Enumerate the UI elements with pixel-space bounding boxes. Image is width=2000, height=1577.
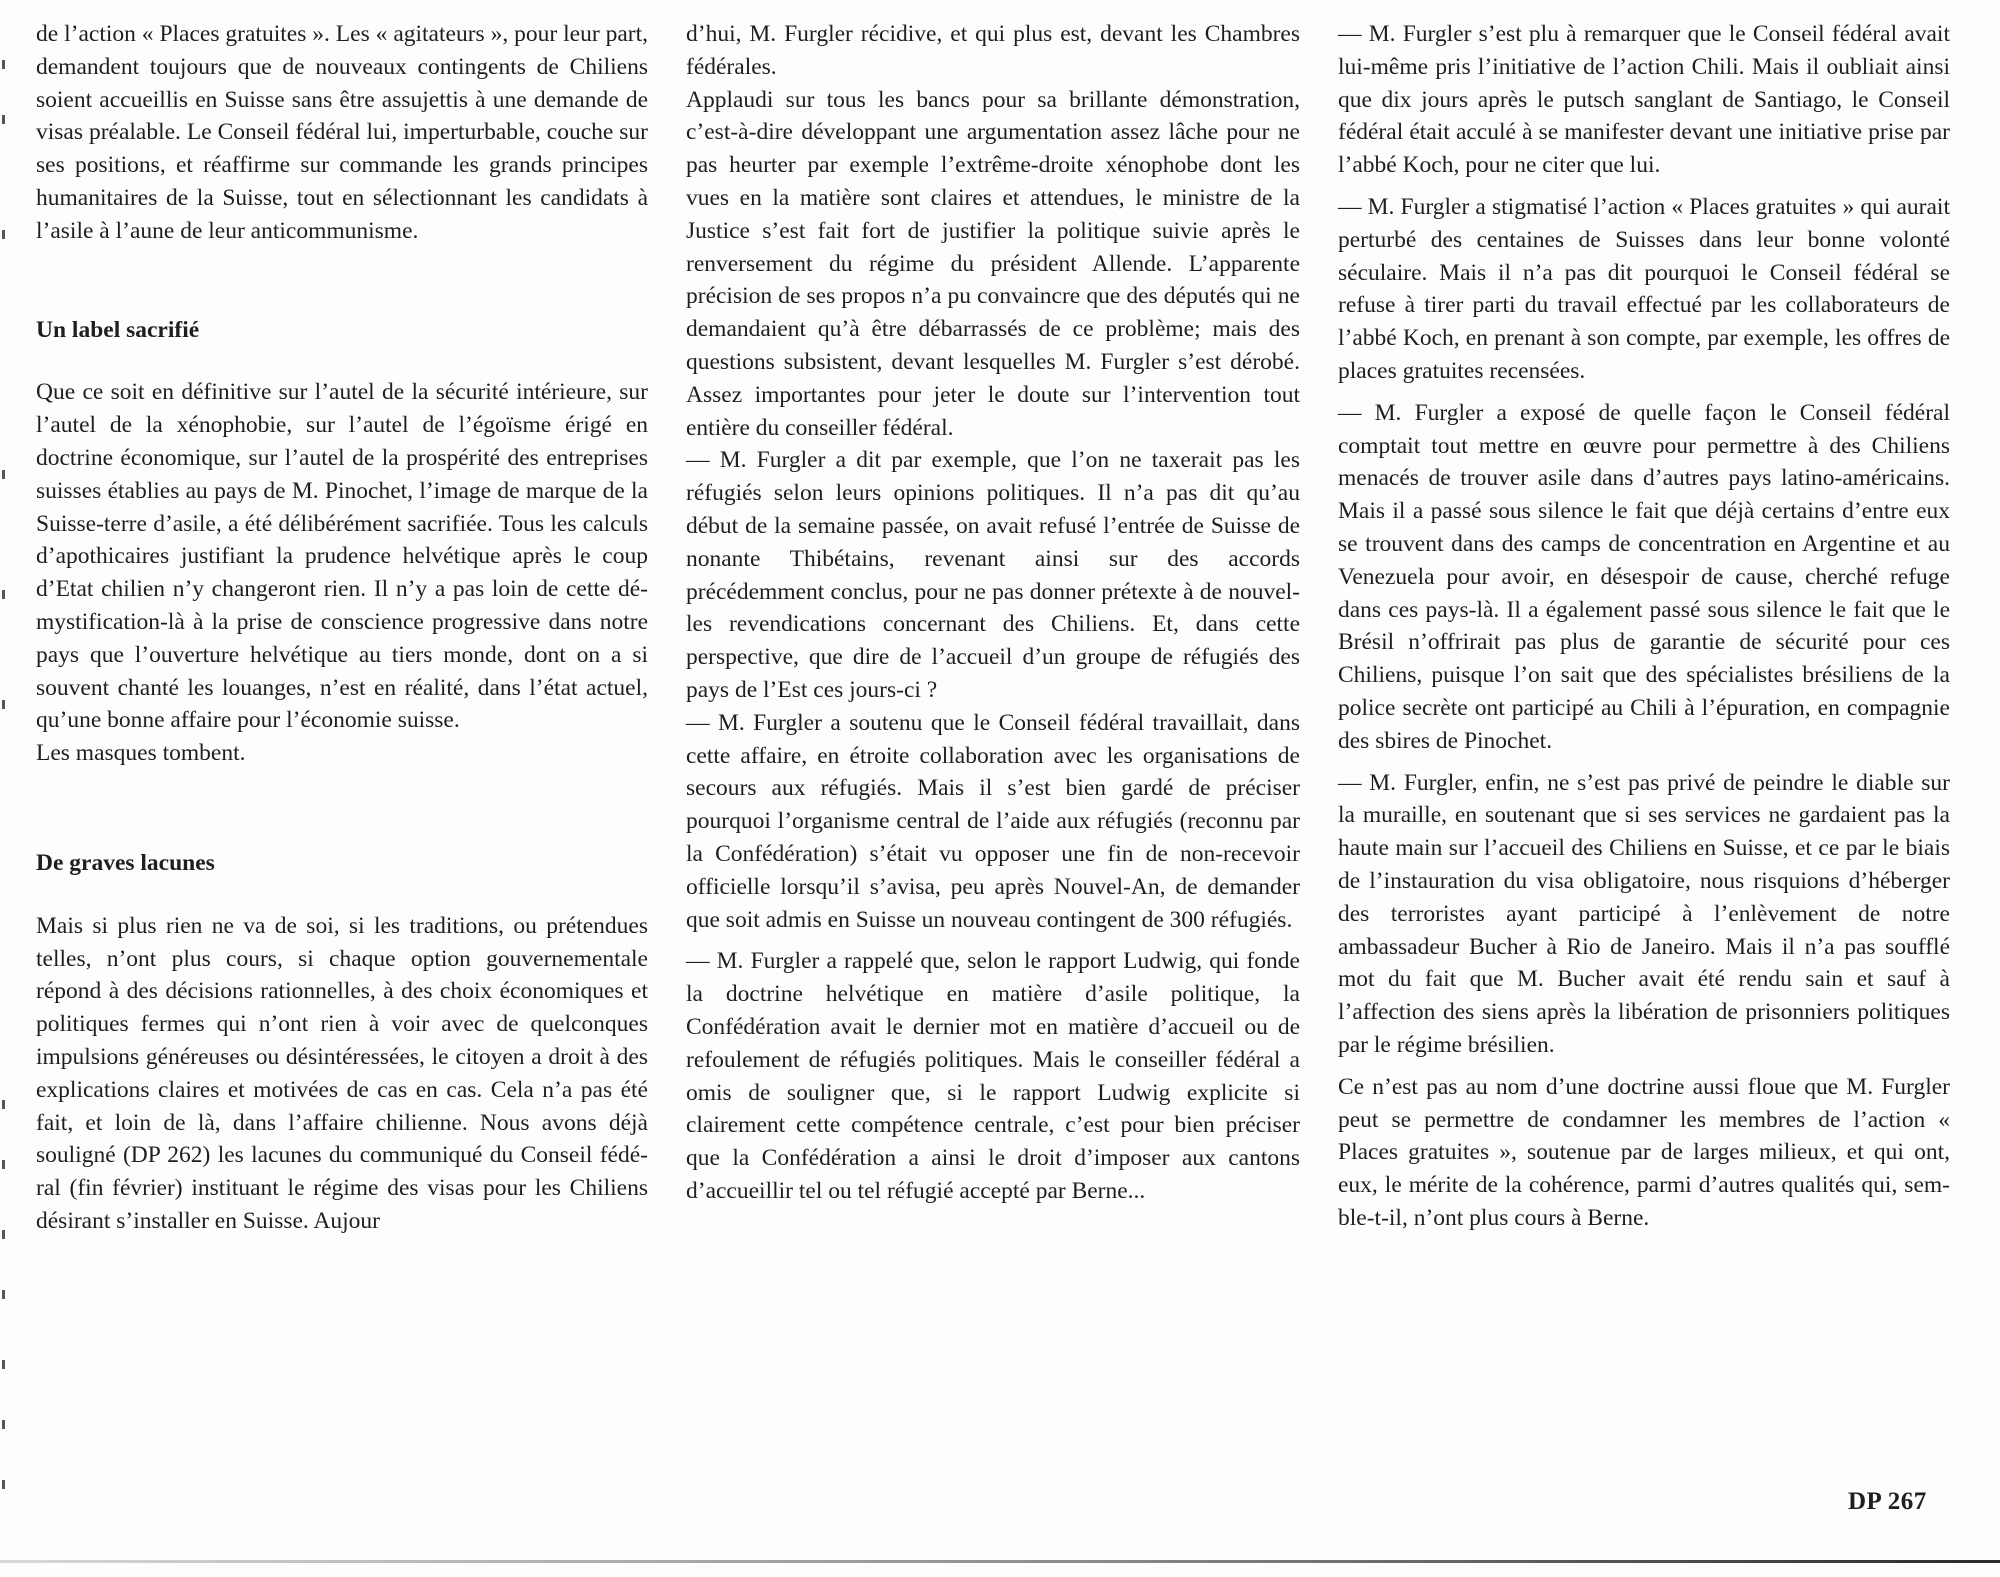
section-heading: De graves lacunes — [36, 849, 215, 876]
paragraph: — M. Furgler, enfin, ne s’est pas privé de peindre le diable sur la muraille, en soutenant que si ses services ne gardaient pas la haute main sur l’accueil des Chiliens en Suisse, et ce par le biais de l’instauration du visa obligatoire, nous risquions d’héberger des terroristes ayant participé à l’enlèvement de notre ambassadeur Bucher à Rio de Janeiro. Mais il n’a pas soufflé mot du fait que M. Bucher avait été rendu sain et sauf à l’affection des siens après la libération de prisonniers politiques par le régime brésilien. — [1338, 769, 1950, 1058]
paragraph: Que ce soit en définitive sur l’autel de la sécurité intérieure, sur l’autel de la xénophobie, sur l’autel de l’égoïsme érigé en doctrine économique, sur l’autel de la prospérité des entreprises suisses établies au pays de M. Pinochet, l’image de marque de la Suisse-terre d’asile, a été délibérément sacrifiée. Tous les calculs d’apothicaires justifiant la prudence helvétique après le coup d’Etat chilien n’y changeront rien. Il n’y a pas loin de cette démystification-là à la prise de conscience progressive dans notre pays que l’ouverture helvétique au tiers monde, dont on a si souvent chanté les louanges, n’est en réalité, dans l’état actuel, qu’une bonne affaire pour l’économie suisse. — [36, 379, 648, 734]
paragraph: — M. Furgler a exposé de quelle façon le Conseil fédéral comptait tout mettre en œuvre pour permettre à des Chiliens menacés de trouver asile dans d’autres pays latino-américains. Mais il a passé sous silence le fait que déjà certains d’entre eux se trouvent dans des camps de concentration en Argentine et au Venezuela pour avoir, en désespoir de cause, cherché refuge dans ces pays-là. Il a également passé sous silence le fait que le Brésil n’offrirait pas plus de garantie de sécurité pour ces Chiliens, puisque l’on sait que des spécialistes brésiliens de la police secrète ont participé au Chili à l’épuration, en compagnie des sbires de Pinochet. — [1338, 399, 1950, 754]
article-column-1 — [36, 18, 648, 1238]
paragraph: — M. Furgler a stigmatisé l’action « Places gratuites » qui aurait perturbé des centaines de Suisses dans leur bonne volonté séculaire. Mais il n’a pas dit pourquoi le Conseil fédéral se refuse à tirer parti du travail effectué par les collaborateurs de l’abbé Koch, en prenant à son compte, par exemple, les offres de places gratuites recensées. — [1338, 193, 1950, 384]
page-number: DP 267 — [1848, 1488, 1927, 1515]
paragraph: — M. Furgler a rappelé que, selon le rapport Ludwig, qui fonde la doctrine helvétique en matière d’asile politique, la Confédération avait le dernier mot en matière d’accueil ou de refoulement de réfugiés politiques. Mais le conseiller fédéral a omis de souligner que, si le rapport Ludwig explicite si clairement cette compétence centrale, c’est pour bien préciser que la Confédération a ainsi le droit d’imposer aux cantons d’accueillir tel ou tel réfugié accepté par Berne... — [686, 948, 1300, 1204]
paragraph: — M. Furgler a soutenu que le Conseil fédéral travaillait, dans cette affaire, en étroite collaboration avec les organisations de secours aux réfugiés. Mais il s’est bien gardé de préciser pourquoi l’organisme central de l’aide aux réfugiés (reconnu par la Confédération) s’était vu opposer une fin de non-recevoir officielle lorsqu’il s’avisa, peu après Nouvel-An, de demander que soit admis en Suisse un nouveau contingent de 300 réfugiés. — [686, 709, 1300, 933]
paragraph: — M. Furgler s’est plu à remarquer que le Conseil fédéral avait lui-même pris l’initiative de l’action Chili. Mais il oubliait ainsi que dix jours après le putsch sanglant de Santiago, le Conseil fédéral était acculé à se manifester devant une initiative prise par l’abbé Koch, pour ne citer que lui. — [1338, 21, 1950, 179]
section-heading: Un label sacrifié — [36, 316, 200, 343]
paragraph: Ce n’est pas au nom d’une doctrine aussi floue que M. Furgler peut se permettre de condamner les membres de l’action « Places gratuites », soutenue par de larges milieux, et qui ont, eux, le mérite de la cohérence, parmi d’autres qualités qui, semble-t-il, n’ont plus cours à Berne. — [1338, 1073, 1950, 1231]
article-column-3 — [1338, 18, 1950, 1235]
left-margin-marks — [0, 0, 8, 1577]
paragraph: Applaudi sur tous les bancs pour sa brillante démonstration, c’est-à-dire développant une argumentation assez lâche pour ne pas heurter par exemple l’extrême-droite xénophobe dont les vues en la matière sont claires et attendues, le ministre de la Justice s’est fait fort de justifier la politique suivie après le renversement du régime du président Allende. L’apparente précision de ses propos n’a pu convaincre que des députés qui ne demandaient qu’à être débarrassés de ce problème; mais des questions subsistent, devant lesquelles M. Furgler s’est dérobé. Assez importantes pour jeter le doute sur l’intervention tout entière du conseiller fédéral. — [686, 86, 1300, 441]
article-column-2 — [686, 18, 1300, 1208]
paragraph: — M. Furgler a dit par exemple, que l’on ne taxerait pas les réfugiés selon leurs opinions politiques. Il n’a pas dit qu’au début de la semaine passée, on avait refusé l’entrée de Suisse de nonante Thibétains, revenant ainsi sur des accords précédemment conclus, pour ne pas donner prétexte à de nouvelles revendications concernant des Chiliens. Et, dans cette perspective, que dire de l’accueil d’un groupe de réfugiés des pays de l’Est ces jours-ci ? — [686, 447, 1300, 703]
paragraph: d’hui, M. Furgler récidive, et qui plus est, devant les Chambres fédérales. — [686, 21, 1300, 80]
paragraph: Les masques tombent. — [36, 740, 246, 767]
paragraph: Mais si plus rien ne va de soi, si les traditions, ou prétendues telles, n’ont plus cours, si chaque option gouvernementale répond à des décisions rationnelles, à des choix économiques et politiques fermes qui n’ont rien à voir avec de quelconques impulsions généreuses ou désintéressées, le citoyen a droit à des explications claires et motivées de cas en cas. Cela n’a pas été fait, et loin de là, dans l’affaire chilienne. Nous avons déjà souligné (DP 262) les lacunes du communiqué du Conseil fédéral (fin février) instituant le régime des visas pour les Chiliens désirant s’installer en Suisse. Aujour — [36, 912, 648, 1234]
bottom-rule — [0, 1560, 2000, 1563]
paragraph: de l’action « Places gratuites ». Les « agitateurs », pour leur part, demandent toujours que de nouveaux contingents de Chiliens soient accueillis en Suisse sans être assujettis à une demande de visas préalable. Le Conseil fédéral lui, imperturbable, couche sur ses positions, et réaffirme sur commande les grands principes humanitaires de la Suisse, tout en sélectionnant les candidats à l’asile à l’aune de leur anticommunisme. — [36, 21, 648, 244]
